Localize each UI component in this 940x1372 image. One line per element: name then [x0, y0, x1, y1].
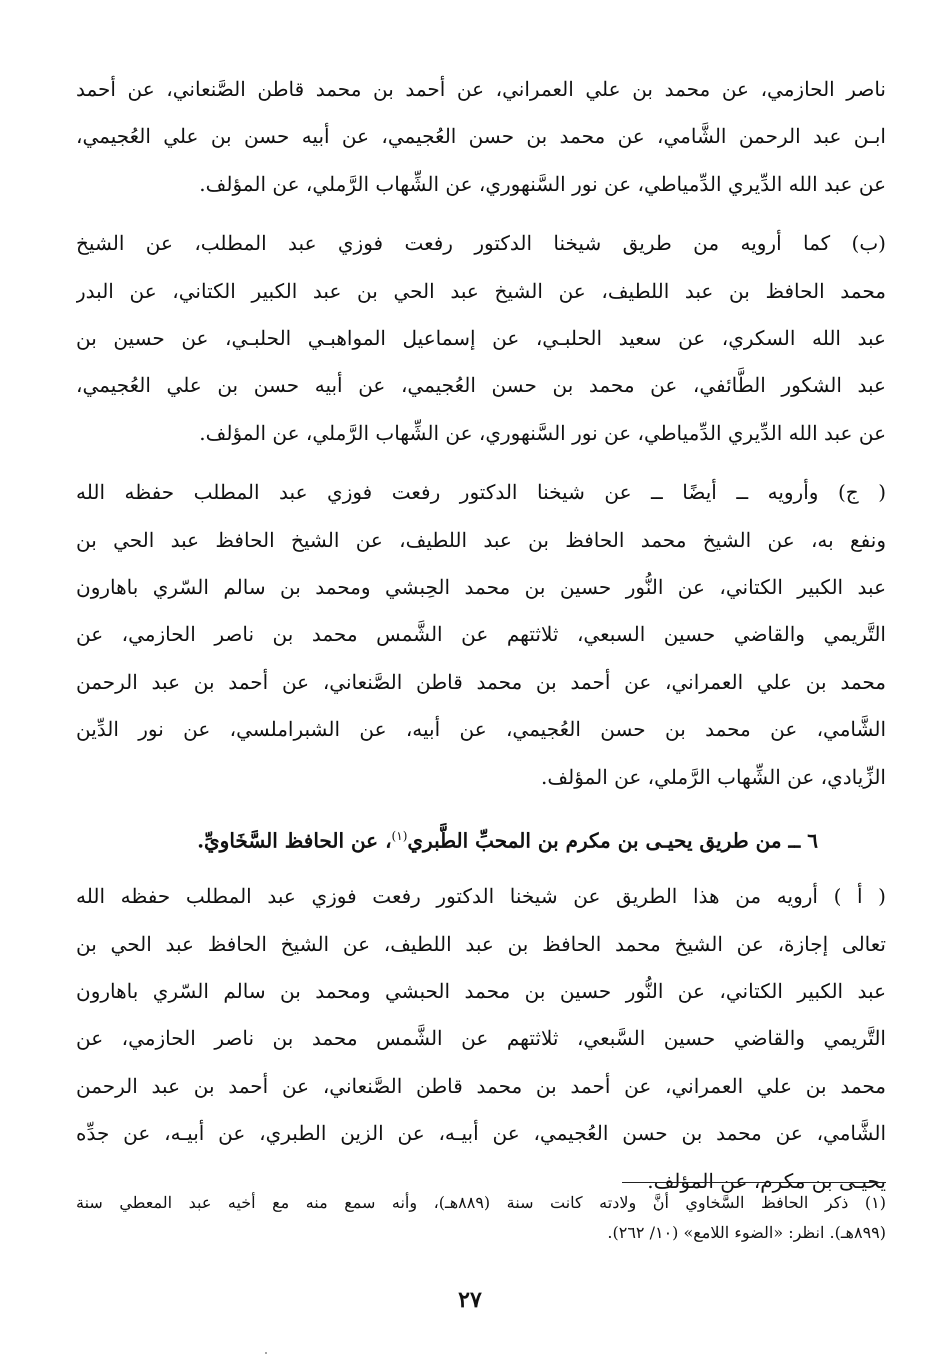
text-line: محمد الحافظ بن عبد اللطيف، عن الشيخ عبد الحي بن عبد الكبير الكتاني، عن البدر	[76, 278, 886, 303]
footnote-line: (٨٩٩هـ). انظر: «الضوء اللامع» (١٠/ ٢٦٢).	[607, 1223, 886, 1242]
text-line: عبد الشكور الطَّائفي، عن محمد بن حسن العُجيمي، عن أبيه حسن بن علي العُجيمي،	[76, 373, 886, 398]
text-line: محمد بن علي العمراني، عن أحمد بن محمد قاطن الصَّنعاني، عن أحمد بن عبد الرحمن	[76, 669, 886, 694]
text-line: عن عبد الله الدِّيري الدِّمياطي، عن نور السَّنهوري، عن الشِّهاب الرَّملي، عن المؤلف.	[199, 171, 886, 196]
heading-text: ٦ ــ من طريق يحيـى بن مكرم بن المحبِّ الطَّبري	[407, 828, 818, 853]
paragraph-b	[76, 220, 886, 457]
text-line: ونفع به، عن الشيخ محمد الحافظ بن عبد اللطيف، عن الشيخ الحافظ عبد الحي بن	[76, 527, 886, 552]
footnote-line: (١) ذكر الحافظ السَّخاوي أنَّ ولادته كانت سنة (٨٨٩هـ)، وأنه سمع منه مع أخيه عبد المعطي سنة	[76, 1193, 886, 1212]
text-line: (ب) كما أرويه من طريق شيخنا الدكتور رفعت فوزي عبد المطلب، عن الشيخ	[76, 231, 886, 256]
text-line: عبد الله السكري، عن سعيد الحلبـي، عن إسماعيل المواهبـي الحلبـي، عن حسين بن	[76, 326, 886, 351]
paragraph-j	[76, 469, 886, 801]
text-line: التَّريمي والقاضي حسين السَّبعي، ثلاثتهم عن الشَّمس محمد بن ناصر الحازمي، عن	[76, 1026, 886, 1051]
paragraph-a	[76, 873, 886, 1205]
paragraph-continuation	[76, 66, 886, 208]
text-line: ناصر الحازمي، عن محمد بن علي العمراني، عن أحمد بن محمد قاطن الصَّنعاني، عن أحمد	[76, 77, 886, 101]
text-line: ابـن عبد الرحمن الشَّامي، عن محمد بن حسن العُجيمي، عن أبيه حسن بن علي العُجيمي،	[76, 124, 886, 149]
text-line: عبد الكبير الكتاني، عن النُّور حسين بن محمد الحِبشي ومحمد بن سالم السّري باهارون	[76, 575, 886, 600]
footnote-reference: (١)	[391, 829, 408, 844]
text-line: ( ج) وأرويه ــ أيضًا ــ عن شيخنا الدكتور رفعت فوزي عبد المطلب حفظه الله	[76, 480, 886, 505]
text-line: الشَّامي، عن محمد بن حسن العُجيمي، عن أبيـه، عن الزين الطبري، عن أبيـه، عن جدِّه	[76, 1121, 886, 1146]
footnote-divider	[622, 1182, 886, 1183]
text-line: الزِّيادي، عن الشِّهاب الرَّملي، عن المؤلف.	[541, 764, 886, 789]
text-line: الشَّامي، عن محمد بن حسن العُجيمي، عن أبيه، عن الشبراملسي، عن نور الدِّين	[76, 717, 886, 742]
text-line: التَّريمي والقاضي حسين السبعي، ثلاثتهم عن الشَّمس محمد بن ناصر الحازمي، عن	[76, 622, 886, 647]
text-line: ( أ ) أرويه من هذا الطريق عن شيخنا الدكتور رفعت فوزي عبد المطلب حفظه الله	[76, 884, 886, 909]
text-line: محمد بن علي العمراني، عن أحمد بن محمد قاطن الصَّنعاني، عن أحمد بن عبد الرحمن	[76, 1073, 886, 1098]
text-line: عبد الكبير الكتاني، عن النُّور حسين بن محمد الحبشي ومحمد بن سالم السّري باهارون	[76, 978, 886, 1003]
scan-speck	[265, 1352, 267, 1354]
text-line: تعالى إجازة، عن الشيخ محمد الحافظ بن عبد اللطيف، عن الشيخ الحافظ عبد الحي بن	[76, 931, 886, 956]
section-heading	[76, 813, 886, 865]
page-number: ٢٧	[458, 1287, 482, 1313]
text-line: يحيـى بن مكرم، عن المؤلف.	[647, 1168, 886, 1193]
heading-text-end: ، عن الحافظ السَّخَاويِّ.	[197, 828, 392, 853]
footnote	[76, 1188, 886, 1248]
text-line: عن عبد الله الدِّيري الدِّمياطي، عن نور السَّنهوري، عن الشِّهاب الرَّملي، عن المؤلف.	[199, 420, 886, 445]
main-text	[76, 66, 886, 1217]
